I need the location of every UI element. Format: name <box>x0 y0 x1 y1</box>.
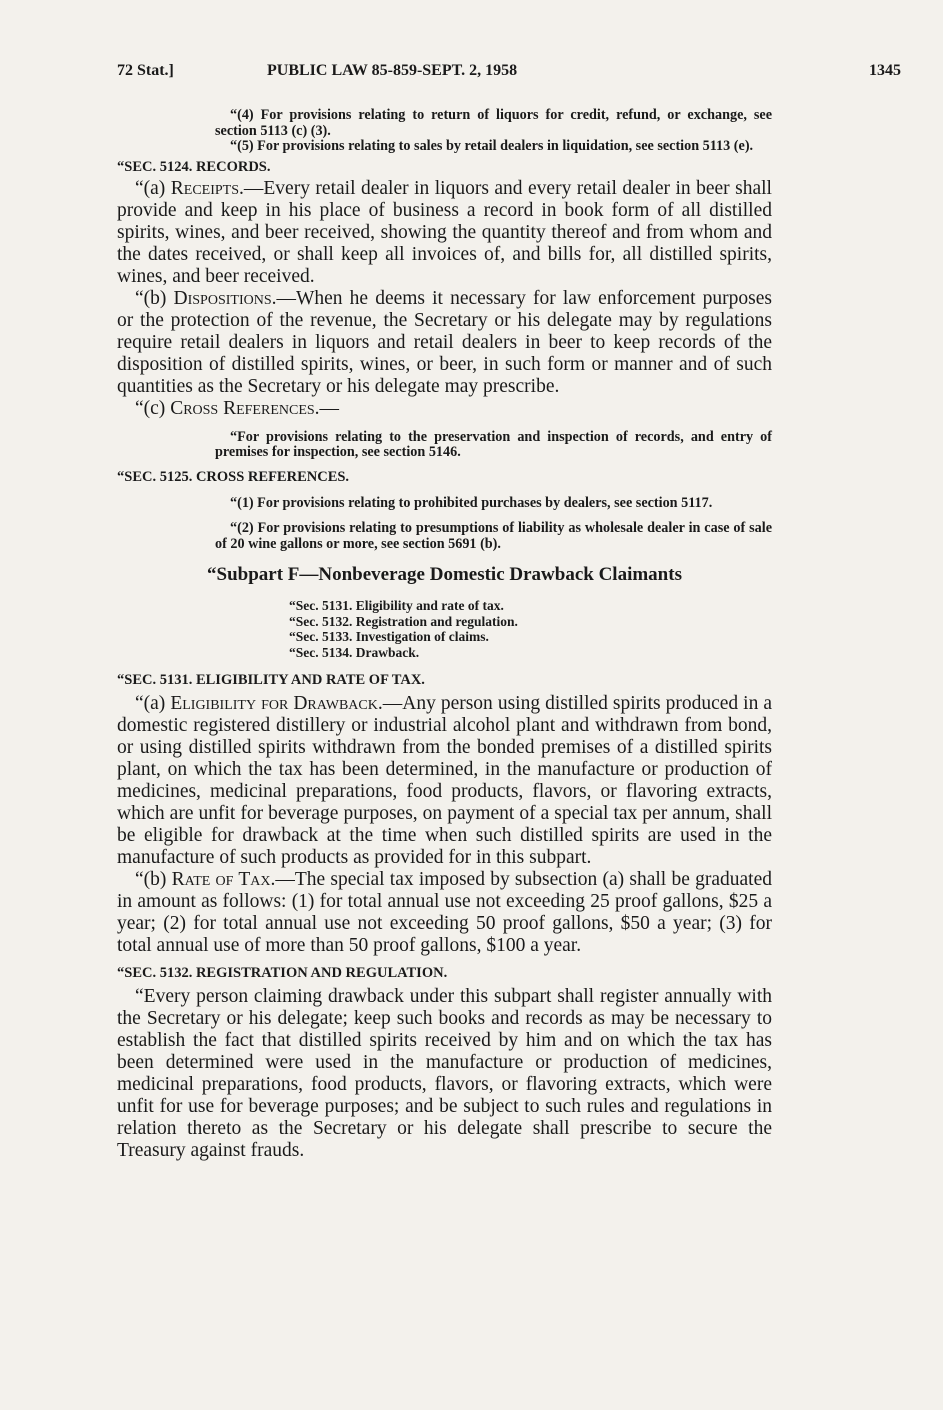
subsection-a-text: Every retail dealer in liquors and every retail dealer in beer shall provide and keep in his place of business a record in book form of all distilled spirits, wines, and beer received, showing the quantity thereof and from whom and the dates received, or shall keep all invoices of, and bills for, all distilled spirits, wines, and beer received. <box>117 177 772 287</box>
subsection-a-text: Any person using distilled spirits produced in a domestic registered distillery or industrial alcohol plant and withdrawn from bond, or using distilled spirits withdrawn from the bonded premises of a distilled spirits plant, on which the tax has been determined, in the manufacture or production of medicines, medicinal preparations, food products, flavors, or flavoring extracts, which are unfit for beverage purposes, on payment of a special tax per annum, shall be eligible for drawback at the time when such distilled spirits are used in the manufacture of such products as provided for in this subpart. <box>117 693 772 868</box>
subsection-b-text: The special tax imposed by subsection (a) shall be graduated in amount as follows: (1) for total annual use not exceeding 25 proof gallons, $25 a year; (2) for total annual use not exceeding 50 proof gallons, $50 a year; (3) for total annual use of more than 50 proof gallons, $100 a year. <box>117 869 772 956</box>
subsection-c-label: Cross References <box>170 397 315 419</box>
contents-item: “Sec. 5131. Eligibility and rate of tax. <box>289 598 504 613</box>
contents-item: “Sec. 5134. Drawback. <box>289 644 420 660</box>
volume-citation: 72 Stat.] <box>117 62 174 79</box>
statute-page <box>117 62 901 1162</box>
contents-item: “Sec. 5133. Investigation of claims. <box>289 629 489 644</box>
subsection-b-text: When he deems it necessary for law enforcement purposes or the protection of the revenue, the Secretary or his delegate may by regulations require retail dealers in liquors and retail dealers in beer to keep records of the disposition of distilled spirits, wines, or beer, in such form or manner and of such quantities as the Secretary or his delegate may prescribe. <box>117 287 772 397</box>
section-5125-heading: “SEC. 5125. CROSS REFERENCES. <box>117 468 350 485</box>
section-5131-subsection-b: “(b) Rate of Tax.—The special tax imposed by subsection (a) shall be graduated in amount as follows: (1) for total annual use not exceeding 25 proof gallons, $25 a year; (2) for total annual use not exceeding 50 proof gallons, $50 a year; (3) for total annual use of more than 50 proof gallons, $100 a year. <box>117 869 772 956</box>
section-5124-heading: “SEC. 5124. RECORDS. <box>117 158 271 175</box>
section-5132-text: “Every person claiming drawback under this subpart shall register annually with the Secretary or his delegate; keep such books and records as may be necessary to establish the fact that distilled spirits received by him and on which the tax has been determined were used in the manufacture or production of medicines, medicinal preparations, food products, flavors, or flavoring extracts, which were unfit for use for beverage purposes; and be subject to such rules and regulations in relation thereto as the Secretary or his delegate shall prescribe to secure the Treasury against frauds. <box>117 986 772 1161</box>
note-sales-in-liquidation: “(5) For provisions relating to sales by retail dealers in liquidation, see section 5113 (e). <box>230 138 754 154</box>
page-title: PUBLIC LAW 85-859-SEPT. 2, 1958 <box>267 62 518 79</box>
section-5131-heading: “SEC. 5131. ELIGIBILITY AND RATE OF TAX. <box>117 672 425 688</box>
section-5131-subsection-a: “(a) Eligibility for Drawback.—Any person using distilled spirits produced in a domestic registered distillery or industrial alcohol plant and withdrawn from bond, or using distilled spirits withdrawn from the bonded premises of a distilled spirits plant, on which the tax has been determined, in the manufacture or production of medicines, medicinal preparations, food products, flavors, or flavoring extracts, which are unfit for beverage purposes, on payment of a special tax per annum, shall be eligible for drawback at the time when such distilled spirits are used in the manufacture of such products as provided for in this subpart. <box>117 693 772 868</box>
subsection-b-label: Rate of Tax <box>171 869 271 890</box>
note-prohibited-purchases: “(1) For provisions relating to prohibited purchases by dealers, see section 5117. <box>230 494 713 511</box>
subsection-a-label: Receipts <box>170 177 240 199</box>
note-return-of-liquors: “(4) For provisions relating to return of liquors for credit, refund, or exchange, see section 5113 (c) (3). <box>215 107 772 139</box>
section-5124-subsection-a: “(a) Receipts.—Every retail dealer in liquors and every retail dealer in beer shall provide and keep in his place of business a record in book form of all distilled spirits, wines, and beer received, showing the quantity thereof and from whom and the dates received, or shall keep all invoices of, and bills for, all distilled spirits, wines, and beer received. <box>117 177 772 287</box>
subpart-f-contents <box>117 598 772 660</box>
contents-item: “Sec. 5132. Registration and regulation. <box>289 613 518 629</box>
section-5124-subsection-c: “(c) Cross References.— <box>135 397 340 419</box>
running-head <box>117 62 901 88</box>
section-5132-heading: “SEC. 5132. REGISTRATION AND REGULATION. <box>117 965 448 981</box>
subpart-f-title: “Subpart F—Nonbeverage Domestic Drawback Claimants <box>207 564 682 585</box>
subsection-a-label: Eligibility for Drawback <box>170 693 378 714</box>
note-records-inspection: “For provisions relating to the preservation and inspection of records, and entry of premises for inspection, see section 5146. <box>215 428 772 460</box>
subsection-b-label: Dispositions <box>173 287 272 309</box>
page-number: 1345 <box>869 62 901 79</box>
section-5124-subsection-b: “(b) Dispositions.—When he deems it necessary for law enforcement purposes or the protection of the revenue, the Secretary or his delegate may by regulations require retail dealers in liquors and retail dealers in beer to keep records of the disposition of distilled spirits, wines, or beer, in such form or manner and of such quantities as the Secretary or his delegate may prescribe. <box>117 287 772 397</box>
note-presumptions-of-liability: “(2) For provisions relating to presumptions of liability as wholesale dealer in case of sale of 20 wine gallons or more, see section 5691 (b). <box>215 520 772 552</box>
